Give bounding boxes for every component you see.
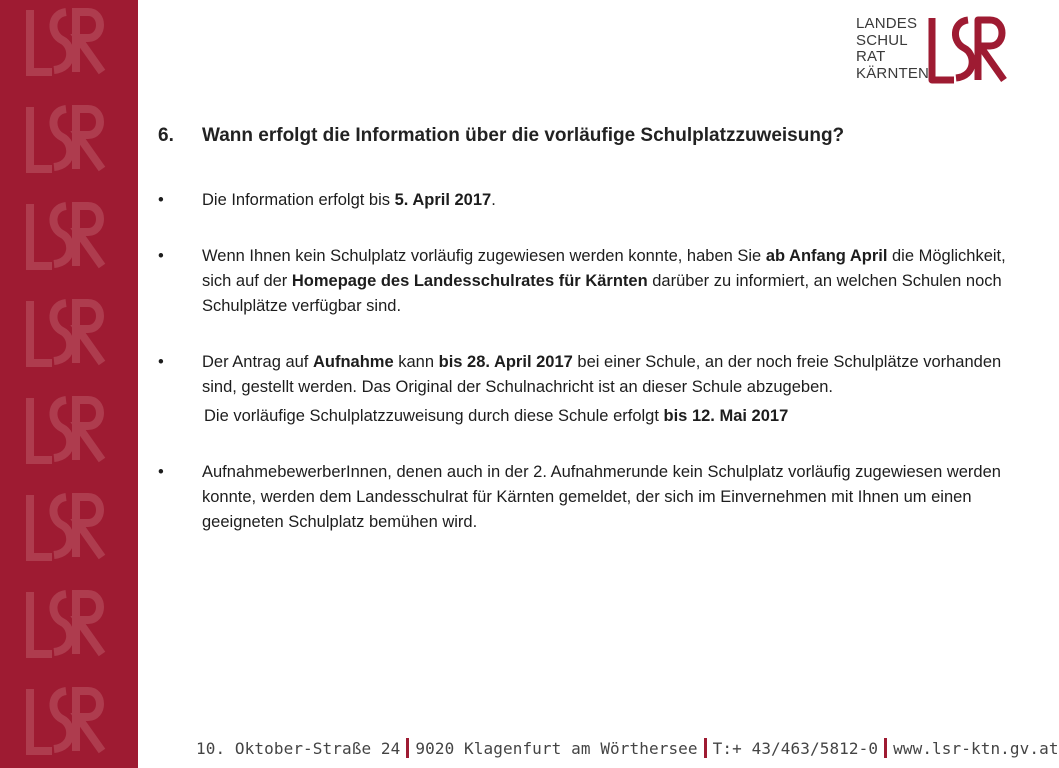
text-run: Wenn Ihnen kein Schulplatz vorläufig zugewiesen werden konnte, haben Sie — [202, 247, 766, 265]
lsr-watermark-icon — [24, 590, 110, 660]
bullet-dot-icon: • — [158, 463, 164, 481]
question-heading — [158, 125, 844, 147]
bold-run: ab Anfang April — [765, 247, 888, 265]
lsr-watermark-icon — [24, 493, 110, 563]
bullet-dot-icon: • — [158, 247, 164, 265]
text-run: Der Antrag auf — [202, 353, 313, 371]
footer-city: 9020 Klagenfurt am Wörthersee — [415, 739, 698, 758]
lsr-watermark-icon — [24, 8, 110, 78]
side-band — [0, 0, 138, 768]
lsr-watermark-icon — [24, 687, 110, 757]
lsr-watermark-icon — [24, 202, 110, 272]
lsr-watermark-icon — [24, 105, 110, 175]
bold-run: bis 28. April 2017 — [438, 353, 573, 371]
text-run: darüber zu informiert, an welchen Schulen noch Schulplätze verfügbar sind. — [202, 272, 1002, 315]
text-run: bei einer Schule, an der noch freie Schulplätze vorhanden sind, gestellt werden. Das Original der Schulnachricht ist an dieser Schule abzugeben. — [202, 353, 1002, 396]
footer-web[interactable]: www.lsr-ktn.gv.at — [893, 739, 1059, 758]
text-run: Die Information erfolgt bis — [202, 191, 395, 209]
logo-line: SCHUL — [856, 31, 908, 49]
text-run: . — [491, 191, 496, 209]
heading-number: 6. — [158, 125, 174, 146]
logo-line: LANDES — [856, 15, 918, 32]
logo-text — [856, 16, 929, 82]
bold-run: Homepage des Landesschulrates für Kärnten — [291, 272, 648, 290]
bullet-dot-icon: • — [158, 353, 164, 371]
lsr-logo — [856, 16, 1016, 88]
lsr-watermark-icon — [24, 396, 110, 466]
footer-separator — [884, 738, 887, 758]
lsr-logo-mark-icon — [926, 16, 1012, 86]
bullet-text — [202, 188, 1024, 213]
indent-note — [204, 404, 788, 429]
footer-separator — [406, 738, 409, 758]
text-run: kann — [393, 353, 439, 371]
text-run: Die vorläufige Schulplatzzuweisung durch diese Schule erfolgt — [204, 407, 664, 425]
bold-run: Aufnahme — [312, 353, 394, 371]
footer-phone: T:+ 43/463/5812-0 — [712, 739, 879, 758]
logo-line: KÄRNTEN — [856, 64, 930, 82]
bold-run: 5. April 2017 — [394, 191, 492, 209]
lsr-watermark-icon — [24, 299, 110, 369]
bullet-text — [202, 244, 1024, 319]
logo-line: RAT — [856, 48, 886, 65]
text-run: die Möglichkeit, sich auf der — [202, 247, 1006, 290]
text-run: AufnahmebewerberInnen, denen auch in der 2. Aufnahmerunde kein Schulplatz vorläufig zugewiesen werden konnte, werden dem Landesschulrat für Kärnten gemeldet, der sich im Einvernehmen mit Ihnen um einen geeigneten Schulplatz bemühen wird. — [202, 463, 1001, 531]
bullet-text — [202, 460, 1024, 535]
footer-contact — [196, 738, 1059, 758]
bold-run: bis 12. Mai 2017 — [663, 407, 789, 425]
footer-separator — [704, 738, 707, 758]
heading-text: Wann erfolgt die Information über die vorläufige Schulplatzzuweisung? — [202, 125, 845, 146]
bullet-text — [202, 350, 1024, 400]
footer-address: 10. Oktober-Straße 24 — [196, 739, 401, 758]
bullet-dot-icon: • — [158, 191, 164, 209]
